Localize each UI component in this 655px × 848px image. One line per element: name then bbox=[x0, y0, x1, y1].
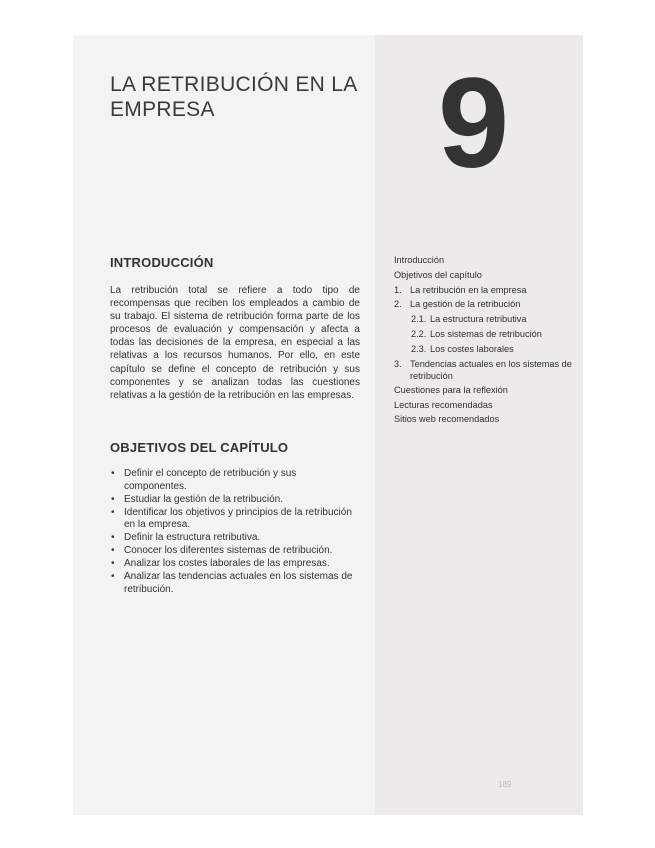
toc-item-number: 3. bbox=[394, 358, 402, 369]
toc-item-sitios-web bbox=[394, 412, 574, 427]
toc-item-objetivos bbox=[394, 268, 574, 283]
bullet-icon: • bbox=[111, 506, 115, 518]
toc-item-label: La estructura retributiva bbox=[430, 314, 527, 325]
table-of-contents bbox=[394, 253, 574, 427]
toc-item-label: Tendencias actuales en los sistemas de retribución bbox=[410, 358, 572, 382]
chapter-title bbox=[110, 72, 370, 122]
objective-item bbox=[110, 571, 360, 596]
toc-item-retribucion-empresa bbox=[394, 283, 574, 298]
objective-item bbox=[110, 468, 360, 493]
toc-item-costes-laborales bbox=[394, 342, 574, 357]
objective-text: Definir la estructura retributiva. bbox=[124, 532, 261, 544]
toc-item-label: Cuestiones para la reflexión bbox=[394, 384, 508, 395]
toc-item-gestion-retribucion bbox=[394, 297, 574, 312]
toc-item-label: La retribución en la empresa bbox=[410, 284, 527, 295]
chapter-title-line-2: EMPRESA bbox=[110, 98, 215, 121]
introduction-heading: INTRODUCCIÓN bbox=[110, 255, 214, 270]
toc-item-number: 1. bbox=[394, 284, 402, 295]
toc-item-introduccion bbox=[394, 253, 574, 268]
objective-text: Conocer los diferentes sistemas de retribución. bbox=[124, 545, 333, 557]
toc-item-sistemas-retribucion bbox=[394, 327, 574, 342]
objective-text: Analizar las tendencias actuales en los sistemas de retribución. bbox=[124, 571, 353, 595]
objective-item bbox=[110, 507, 360, 532]
toc-item-label: La gestión de la retribución bbox=[410, 299, 521, 310]
objectives-heading: OBJETIVOS DEL CAPÍTULO bbox=[110, 440, 289, 455]
objective-text: Identificar los objetivos y principios de la retribución en la empresa. bbox=[124, 506, 352, 531]
toc-item-label: Introducción bbox=[394, 255, 445, 265]
toc-item-number: 2. bbox=[394, 299, 402, 310]
toc-item-estructura-retributiva bbox=[394, 312, 574, 327]
toc-item-label: Objetivos del capítulo bbox=[394, 269, 482, 280]
chapter-number: 9 bbox=[438, 52, 510, 195]
bullet-icon: • bbox=[111, 571, 115, 583]
toc-item-label: Lecturas recomendadas bbox=[394, 399, 493, 410]
objective-text: Analizar los costes laborales de las empresas. bbox=[124, 558, 330, 570]
objective-item bbox=[110, 532, 360, 545]
toc-item-number: 2.3. bbox=[411, 343, 427, 354]
objective-text: Estudiar la gestión de la retribución. bbox=[124, 493, 283, 505]
toc-item-label: Los sistemas de retribución bbox=[430, 328, 542, 339]
bullet-icon: • bbox=[111, 558, 115, 570]
chapter-title-line-1: LA RETRIBUCIÓN EN LA bbox=[110, 73, 358, 96]
toc-item-cuestiones bbox=[394, 383, 574, 398]
bullet-icon: • bbox=[111, 493, 115, 505]
objective-item bbox=[110, 494, 360, 507]
bullet-icon: • bbox=[111, 532, 115, 544]
toc-item-lecturas bbox=[394, 398, 574, 413]
bullet-icon: • bbox=[111, 468, 115, 479]
objective-item bbox=[110, 545, 360, 558]
toc-item-tendencias bbox=[394, 357, 574, 383]
toc-item-number: 2.2. bbox=[411, 328, 427, 339]
bullet-icon: • bbox=[111, 545, 115, 557]
toc-item-number: 2.1. bbox=[411, 314, 427, 325]
objective-item bbox=[110, 558, 360, 571]
page-number: 189 bbox=[498, 780, 512, 789]
toc-item-label: Los costes laborales bbox=[430, 343, 514, 354]
objectives-list bbox=[110, 468, 360, 597]
toc-item-label: Sitios web recomendados bbox=[394, 414, 500, 425]
introduction-text: La retribución total se refiere a todo tipo de recompensas que reciben los empleados a cambio de su trabajo. El sistema de retribución forma parte de los procesos de evaluación y compensación y afecta a todas las decisiones de la empresa, en especial a las relativas a los recursos humanos. Por ello, en este capítulo se define el concepto de retribución y sus componentes y se analizan todas las cuestiones relativas a la gestión de la retribución en las empresas. bbox=[110, 285, 360, 401]
objective-text: Definir el concepto de retribución y sus componentes. bbox=[124, 468, 297, 492]
